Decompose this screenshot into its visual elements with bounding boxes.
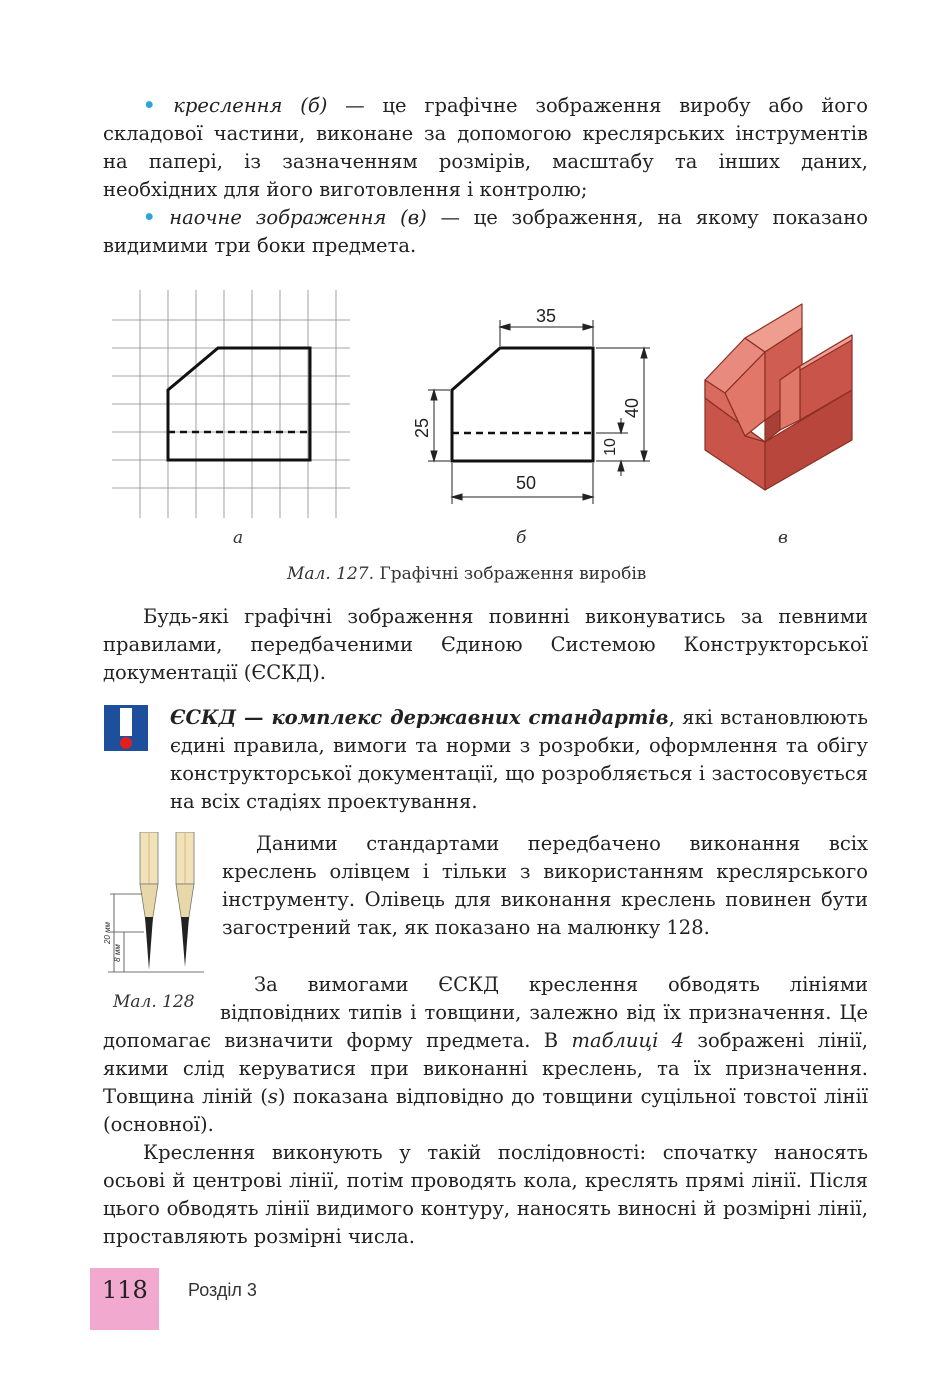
visual-definition: — це зображення, на якому показано видимими три боки предмета. <box>103 206 868 257</box>
dim-right: 40 <box>622 397 642 419</box>
bullet-drawing <box>103 92 868 204</box>
float-spacer <box>103 971 220 1027</box>
figure-127-caption <box>287 564 646 584</box>
bullet-visual <box>103 204 868 260</box>
bullet-dot: • <box>143 206 156 229</box>
isometric-brick-v <box>705 304 852 490</box>
pencil-icon <box>140 832 158 970</box>
section-title: Розділ 3 <box>188 1280 257 1300</box>
lines-paragraph <box>103 971 868 1139</box>
notice-body: , які встановлюють єдині правила, вимоги та норми з розробки, оформлення та обігу конструкторської документації, що розробляється і застосовується на всіх стадіях проектування. <box>170 706 868 813</box>
lines-text-3: ) показана відповідно до товщини суцільної товстої лінії (основної). <box>103 1085 868 1136</box>
dim-20mm: 20 мм <box>103 921 112 945</box>
page-number: 118 <box>102 1276 148 1304</box>
label-v: в <box>778 528 788 548</box>
term-visual: наочне зображення (в) <box>169 206 427 229</box>
thickness-symbol: s <box>267 1085 278 1108</box>
label-a: а <box>233 528 244 548</box>
bullet-dot: • <box>143 94 156 117</box>
label-b: б <box>516 528 527 548</box>
lines-text-2: зображені лінії, якими слід керуватися при виконанні креслень, та їх призначення. Товщина ліній ( <box>103 1029 868 1108</box>
term-drawing: креслення (б) <box>173 94 328 117</box>
table-reference: таблиці 4 <box>571 1029 685 1052</box>
grid-drawing-a <box>112 290 350 518</box>
dim-8mm: 8 мм <box>113 944 122 962</box>
pencil-paragraph: Даними стандартами передбачено виконання всіх креслень олівцем і тільки з використанням креслярського інструменту. Олівець для виконання креслень повинен бути загострений так, як показано на малюнку 128. <box>222 832 868 939</box>
notice-definition <box>170 704 868 816</box>
caption-number: Мал. 127. <box>287 564 375 584</box>
notice-term: ЄСКД — комплекс державних стандартів <box>170 706 669 729</box>
sequence-paragraph: Креслення виконують у такій послідовності: спочатку наносять осьові й центрові лінії, потім проводять кола, креслять прямі лінії. Після цього обводять лінії видимого контуру, наносять виносні й розмірні лінії, проставляють розмірні числа. <box>103 1141 868 1248</box>
dim-top: 35 <box>535 306 557 326</box>
rules-paragraph: Будь-які графічні зображення повинні виконуватись за певними правилами, передбаченими Єдиною Системою Конструкторської документації (ЄСКД). <box>103 605 868 684</box>
figure-128-pencils <box>100 832 210 977</box>
figure-128-caption: Мал. 128 <box>113 992 195 1012</box>
shape-outline-b <box>452 348 593 461</box>
dim-left: 25 <box>412 417 432 439</box>
dim-bottom: 50 <box>515 473 537 493</box>
pencil-icon <box>176 832 194 967</box>
exclamation-icon <box>104 705 148 751</box>
caption-text: Графічні зображення виробів <box>379 564 647 584</box>
dim-offset: 10 <box>602 438 619 456</box>
lines-text-1: За вимогами ЄСКД креслення обводять лініями відповідних типів і товщини, залежно від їх призначення. Це допомагає визначити форму предмета. В <box>103 973 868 1052</box>
figure-127 <box>0 280 942 520</box>
drawing-definition: — це графічне зображення виробу або його складової частини, виконане за допомогою креслярських інструментів на папері, із зазначенням розмірів, масштабу та інших даних, необхідних для його виготовлення і контролю; <box>103 94 869 201</box>
